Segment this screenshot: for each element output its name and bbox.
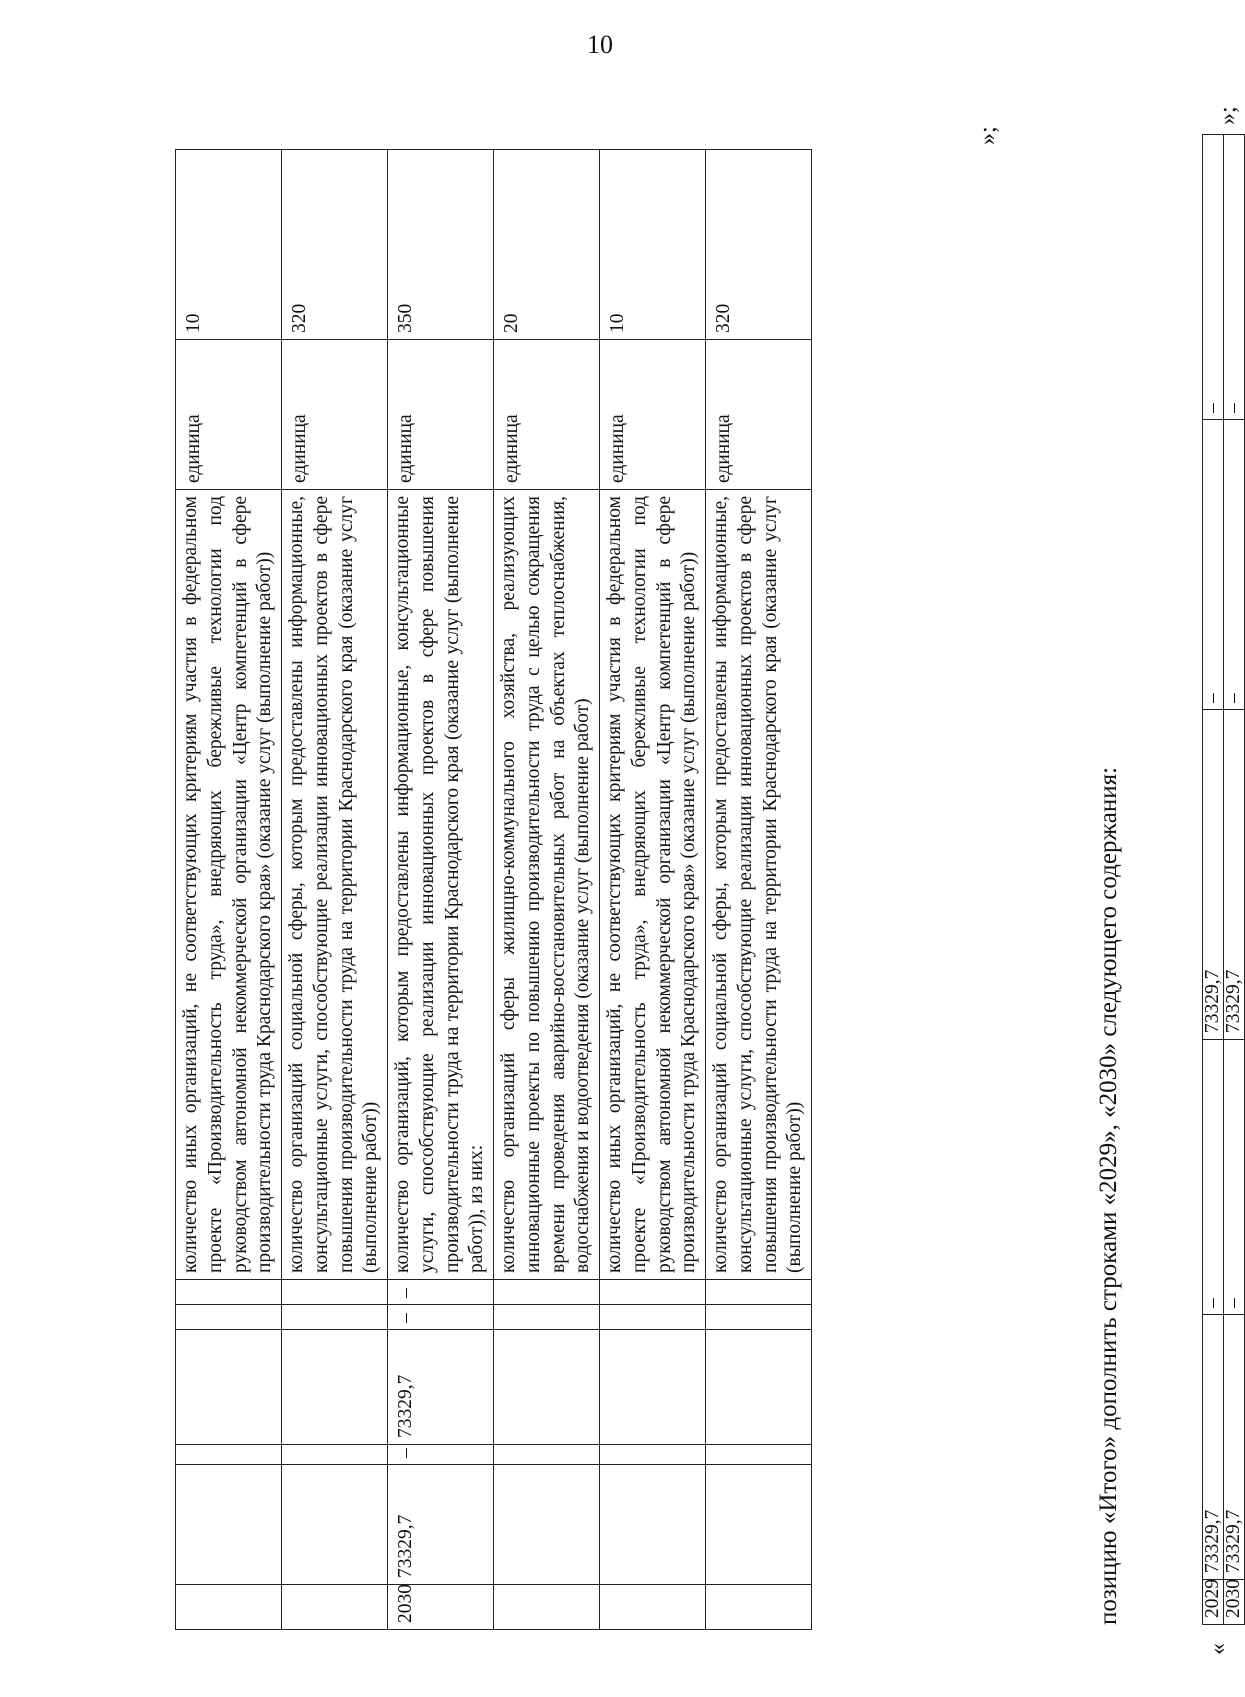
extra-cell: – <box>1224 135 1245 420</box>
regional-cell <box>600 1330 706 1445</box>
year-cell <box>600 1585 706 1630</box>
regional-cell: 73329,7 <box>388 1330 494 1445</box>
regional-cell: 73329,7 <box>1203 710 1224 1040</box>
table-row <box>600 150 706 1630</box>
total-cell: 73329,7 <box>1224 1315 1245 1580</box>
extra-cell <box>706 1280 812 1305</box>
federal-cell: – <box>1224 1040 1245 1315</box>
total-cell <box>176 1465 282 1585</box>
local-cell <box>494 1305 600 1330</box>
federal-cell <box>176 1445 282 1465</box>
unit-cell: единица <box>706 340 812 490</box>
extra-cell: – <box>1203 135 1224 420</box>
year-cell <box>494 1585 600 1630</box>
value-cell: 20 <box>494 150 600 340</box>
local-cell: – <box>1224 420 1245 710</box>
local-cell <box>600 1305 706 1330</box>
total-cell: 73329,7 <box>388 1465 494 1585</box>
regional-cell: 73329,7 <box>1224 710 1245 1040</box>
unit-cell: единица <box>282 340 388 490</box>
total-cell <box>706 1465 812 1585</box>
table-row <box>494 150 600 1630</box>
table-row <box>388 150 494 1630</box>
closing-quote-2: »; <box>1215 106 1241 125</box>
total-cell <box>494 1465 600 1585</box>
regional-cell <box>176 1330 282 1445</box>
year-cell: 2029 <box>1203 1580 1224 1625</box>
year-cell <box>706 1585 812 1630</box>
table-row <box>706 150 812 1630</box>
value-cell: 320 <box>706 150 812 340</box>
federal-cell: – <box>1203 1040 1224 1315</box>
table-row <box>282 150 388 1630</box>
unit-cell: единица <box>494 340 600 490</box>
unit-cell: единица <box>600 340 706 490</box>
opening-quote: « <box>1205 1643 1231 1655</box>
local-cell: – <box>1203 420 1224 710</box>
federal-cell: – <box>388 1445 494 1465</box>
year-cell <box>282 1585 388 1630</box>
description-cell: количество организаций социальной сферы, которым предоставлены информационные, консультационные услуги, способствующие реализации инновационных проектов в сфере повышения производительности труда на территории Краснодарского края (оказание услуг (выполнение работ)) <box>706 490 812 1280</box>
extra-cell: – <box>388 1280 494 1305</box>
description-cell: количество иных организаций, не соответствующих критериям участия в федеральном проекте «Производительность труда», внедряющих бережливые технологии под руководством автономной некоммерческой организации «Центр компетенций в сфере производительности труда Краснодарского края» (оказание услуг (выполнение работ)) <box>176 490 282 1280</box>
federal-cell <box>494 1445 600 1465</box>
value-cell: 10 <box>176 150 282 340</box>
value-cell: 10 <box>600 150 706 340</box>
regional-cell <box>282 1330 388 1445</box>
table-row <box>176 150 282 1630</box>
local-cell <box>176 1305 282 1330</box>
summary-table <box>1202 134 1245 1625</box>
federal-cell <box>706 1445 812 1465</box>
extra-cell <box>494 1280 600 1305</box>
page-number: 10 <box>587 30 613 59</box>
description-cell: количество организаций социальной сферы, которым предоставлены информационные, консультационные услуги, способствующие реализации инновационных проектов в сфере повышения производительности труда на территории Краснодарского края (оказание услуг (выполнение работ)) <box>282 490 388 1280</box>
federal-cell <box>282 1445 388 1465</box>
extra-cell <box>176 1280 282 1305</box>
local-cell <box>706 1305 812 1330</box>
extra-cell <box>282 1280 388 1305</box>
year-cell: 2030 <box>388 1585 494 1630</box>
year-cell: 2030 <box>1224 1580 1245 1625</box>
unit-cell: единица <box>388 340 494 490</box>
extra-cell <box>600 1280 706 1305</box>
main-table <box>175 149 812 1630</box>
year-cell <box>176 1585 282 1630</box>
description-cell: количество иных организаций, не соответствующих критериям участия в федеральном проекте «Производительность труда», внедряющих бережливые технологии под руководством автономной некоммерческой организации «Центр компетенций в сфере производительности труда Краснодарского края» (оказание услуг (выполнение работ)) <box>600 490 706 1280</box>
regional-cell <box>706 1330 812 1445</box>
summary-row <box>1203 135 1224 1625</box>
amendment-text: позицию «Итого» дополнить строками «2029», «2030» следующего содержания: <box>1095 766 1122 1625</box>
total-cell <box>600 1465 706 1585</box>
description-cell: количество организаций, которым предоставлены информационные, консультационные услуги, способствующие реализации инновационных проектов в сфере повышения производительности труда на территории Краснодарского края (оказание услуг (выполнение работ)), из них: <box>388 490 494 1280</box>
rotated-content <box>95 105 1244 1665</box>
regional-cell <box>494 1330 600 1445</box>
unit-cell: единица <box>176 340 282 490</box>
local-cell <box>282 1305 388 1330</box>
summary-row <box>1224 135 1245 1625</box>
federal-cell <box>600 1445 706 1465</box>
local-cell: – <box>388 1305 494 1330</box>
closing-quote: »; <box>975 126 1001 145</box>
total-cell: 73329,7 <box>1203 1315 1224 1580</box>
value-cell: 350 <box>388 150 494 340</box>
value-cell: 320 <box>282 150 388 340</box>
description-cell: количество организаций сферы жилищно-коммунального хозяйства, реализующих инновационные проекты по повышению производительности труда с целью сокращения времени проведения аварийно-восстановительных работ на объектах теплоснабжения, водоснабжения и водоотведения (оказание услуг (выполнение работ) <box>494 490 600 1280</box>
total-cell <box>282 1465 388 1585</box>
